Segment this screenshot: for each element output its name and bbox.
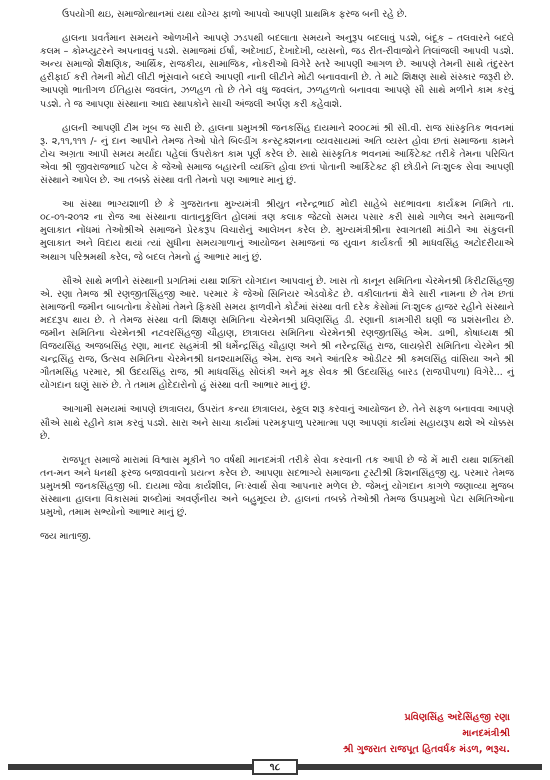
paragraph: ઉપયોગી થઇ, સમાજોત્થાનમાં યથા યોગ્ય ફાળો આપવો આપણી પ્રાથમિક ફરજ બની રહે છે. <box>62 9 408 20</box>
paragraph: હાલની આપણી ટીમ ખૂબ જ સારી છે. હાલના પ્રમુખશ્રી જનકસિંહ દાયમાને ૨૦૦૮માં શ્રી સી.વી. રાજ સાંસ્કૃતિક ભવનમાં રૂ. ૨,૧૧,૧૧૧ /- નું દાન આપીને તેમજ તેઓ પોતે બિલ્ડીંગ કન્સ્ટ્રક્શનના વ્યવસાયમાં અતિ વ્યસ્ત હોવા છતાં સમાજના કામને ટોચ અગ્રતા આપી સમય મર્યાદા પહેલાં ઉપરોક્ત કામ પૂર્ણ કરેલ છે. સાથે સાંસ્કૃતિક ભવનમાં આર્કિટેક્ટ તરીકે તેમના પરિચિત એવા શ્રી જીવરાજભાઈ પટેલ કે જેઓ સમાજ બહારની વ્યક્તિ હોવા છતાં પોતાની આર્કિટેક્ટ ફી છોડીને નિઃશુલ્ક સેવા આપણી સંસ્થાને આપેલ છે. આ તબક્કે સંસ્થા વતી તેમનો પણ આભાર માનું છું. <box>40 122 514 187</box>
paragraph: સૌએ સાથે મળીને સંસ્થાની પ્રગતિમાં યથા શક્તિ યોગદાન આપવાનું છે. ખાસ તો કાનૂન સમિતિના ચેરમેનશ્રી કિરીટસિંહજી એ. રણા તેમજ શ્રી રણજીતસિંહજી આર. પરમાર કે જેઓ સિનિયર એડવોકેટ છે. વકીલાતનાં ક્ષેત્રે સારી નામના છે તેમ છતાં સમાજની જમીન બાબતોના કેસોમાં તેમને ફિક્સી સમય ફાળવીને કોર્ટમાં સંસ્થા વતી દરેક કેસોમાં નિઃશુલ્ક હાજર રહીને સંસ્થાને મદદરૂપ થાય છે. તે તેમજ સંસ્થા વતી શિક્ષણ સમિતિના ચેરમેનશ્રી પ્રવિણસિંહ ડી. રણાની કામગીરી ઘણી જ પ્રશંસનીય છે. જમીન સમિતિના ચેરમેનશ્રી નટવરસિંહજી ચૌહાણ, છાત્રાલય સમિતિના ચેરમેનશ્રી રણજીતસિંહ એમ. ડાભી, કોષાધ્યક્ષ શ્રી વિજયસિંહ અજબસિંહ રણા, માનદ સહમંત્રી શ્રી ધર્મેન્દ્રસિંહ ચૌહાણ અને શ્રી નરેન્દ્રસિંહ રાજ, લાયબ્રેરી સમિતિના ચેરમેન શ્રી ચન્દ્રસિંહ રાજ, ઉત્સવ સમિતિના ચેરમેનશ્રી ઘનશ્યામસિંહ એમ. રાજ અને આંતરિક ઓડીટર શ્રી કમલસિંહ વાંસિયા અને શ્રી ગૌતમસિંહ પરમાર, શ્રી ઉદયસિંહ રાજ, શ્રી માધવસિંહ સોલંકી અને મૂક સેવક શ્રી ઉદયસિંહ બારડ (રાજપીપળા) વિગેરે... નું યોગદાન ઘણું સારું છે. તે તમામ હોદેદારોનો હું સંસ્થા વતી આભાર માનું છું. <box>40 275 514 392</box>
paragraph: રાજપૂત સમાજે મારામાં વિશ્વાસ મૂકીને ૧૦ વર્ષથી માનદમંત્રી તરીકે સેવા કરવાની તક આપી છે જે મેં મારી યથા શક્તિથી તન-મન અને ધનથી ફરજ બજાવવાનો પ્રયત્ન કરેલ છે. આપણા સદભાગ્યે સમાજના ટ્રસ્ટીશ્રી કિશનસિંહજી યુ. પરમાર તેમજ પ્રમુખશ્રી જનકસિંહજી બી. દાયમા જેવા કાર્યશીલ, નિઃસ્વાર્થ સેવા આપનાર મળેલ છે. જેમનું યોગદાન કાગળે જણાવ્યા મુજબ સંસ્થાના હાલના વિકાસમાં શબ્દોમાં અવર્ણનીય અને બહુમૂલ્ય છે. હાલનાં તબક્કે તેઓશ્રી તેમજ ઉપપ્રમુખો પેટા સમિતિઓના પ્રમુખો, તમામ સભ્યોનો આભાર માનું છું. <box>40 454 514 519</box>
signatory-title: માનદમંત્રીશ્રી <box>462 728 510 739</box>
closing-greeting: જય માતાજી. <box>40 531 92 543</box>
signature-block <box>343 710 510 758</box>
organization-name: શ્રી ગુજરાત રાજપૂત હિતવર્ધક મંડળ, ભરૂચ. <box>342 744 510 755</box>
paragraph: હાલના પ્રવર્તમાન સમયને ઓળખીને આપણે ઝડપથી બદલાતા સમયને અનુરૂપ બદલાવું પડશે, બંદૂક – તલવારને બદલે કલમ – કોમ્પ્યુટરને અપનાવવું પડશે. સમાજમાં ઈર્ષા, અદેખાઈ, દેખાદેખી, વ્યસનો, જડ રીત-રીવાજોને તિલાંજલી આપવી પડશે. અન્ય સમાજો શૈક્ષણિક, આર્થિક, રાજકીય, સામાજિક, નોકરીઓ વિગેરે સ્તરે આપણી આગળ છે. આપણે તેમની સાથે તંદુરસ્ત હરીફાઈ કરી તેમની મોટી લીટી ભૂંસવાને બદલે આપણી નાની લીટીને મોટી બનાવવાની છે. તે માટે શિક્ષણ સાથે સંસ્કાર જરૂરી છે. આપણો ભાતીગળ ઈતિહાસ જવલંત, ઝળહળ તો છે તેને વધુ જવલંત, ઝળહળતો બનાવવા આપણે સૌ સાથે મળીને કામ કરવું પડશે. તે જ આપણા સંસ્થાના આદ્ય સ્થાપકોને સાચી અંજલી અર્પણ કરી કહેવાશે. <box>40 33 514 110</box>
paragraph: આ સંસ્થા ભાગ્યશાળી છે કે ગુજરાતના મુખ્યમંત્રી શ્રીયુત નરેન્દ્રભાઈ મોદી સાહેબે સદભાવના કાર્યક્રમ નિમિતે તા. ૦૮-૦૧-૨૦૧૨ ના રોજ આ સંસ્થાના વાતાનુકૂલિત હોલમાં ત્રણ કલાક જેટલો સમય પસાર કરી સાથે ગાળેલ અને સમાજની મુલાકાત નોંધમાં તેઓશ્રીએ સમાજને પ્રેરકરૂપ વિચારોનું આલેખન કરેલ છે. મુખ્યમંત્રીશ્રીના સ્વાગતથી માંડીને આ સંકુલની મુલાકાત અને વિદાય થયાં ત્યાં સુધીના સમયગાળાનું આયોજન સમાજનાં જ યુવાન કાર્યકર્તા શ્રી માધવસિંહ અટોદરીયાએ અથાગ પરિશ્રમથી કરેલ, જે બદલ તેમનો હું આભાર માનું છું. <box>40 199 514 263</box>
signatory-name: પ્રવિણસિંહ અદેસિંહજી રણા <box>404 712 510 723</box>
letter-body <box>40 8 514 543</box>
page-number: ૧૮ <box>252 759 298 775</box>
paragraph: આગામી સમયમાં આપણે છાત્રાલય, ઉપરાંત કન્યા છાત્રાલય, સ્કૂલ શરૂ કરવાનું આયોજન છે. તેને સફળ બનાવવા આપણે સૌએ સાથે રહીને કામ કરવું પડશે. સારા અને સાચા કાર્યમાં પરમકૃપાળુ પરમાત્મા પણ આપણાં કાર્યમાં સહાયરૂપ થશે એ ચોક્કસ છે. <box>40 404 514 442</box>
